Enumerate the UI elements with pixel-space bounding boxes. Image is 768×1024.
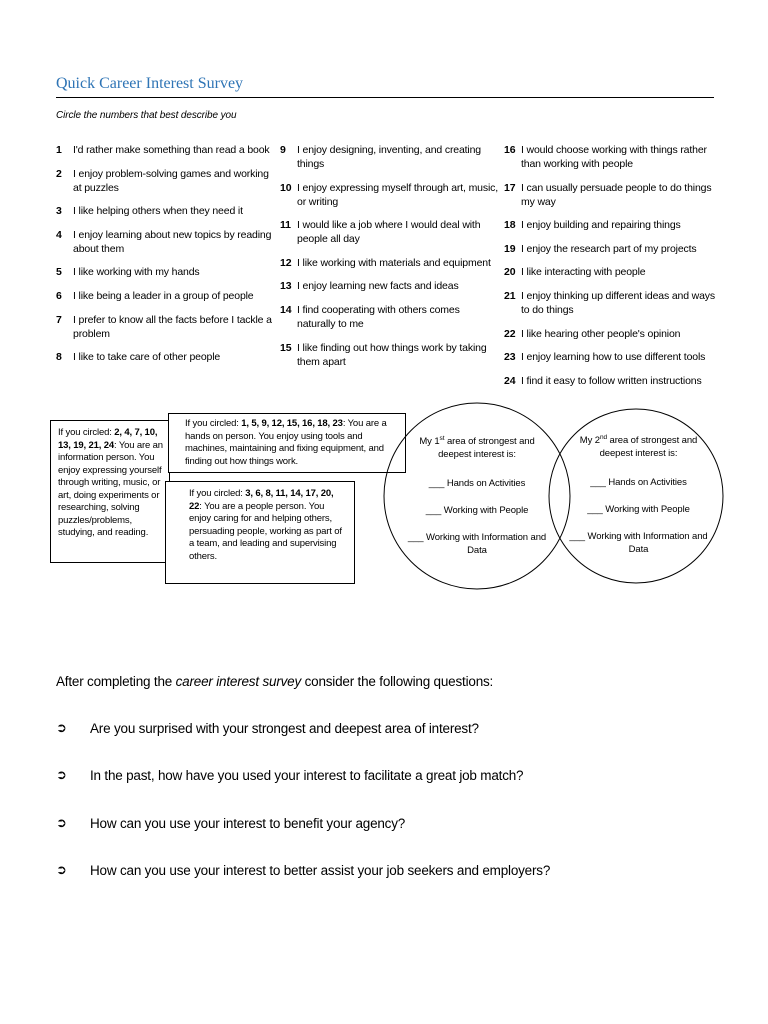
interest-venn-diagram xyxy=(380,398,725,598)
page-title: Quick Career Interest Survey xyxy=(56,75,244,92)
item-text: I like interacting with people xyxy=(521,266,646,279)
arrow-bullet-icon: ➲ xyxy=(56,816,67,831)
survey-item[interactable] xyxy=(56,143,276,157)
box-description: : You are a people person. You enjoy caring for and helping others, persuading people, working as part of a team, and leading and supervising others. xyxy=(189,500,342,562)
item-text: I find it easy to follow written instructions xyxy=(521,374,702,387)
item-text: I like to take care of other people xyxy=(73,351,221,364)
survey-item[interactable] xyxy=(280,341,500,369)
item-text: I enjoy learning about new topics by reading about them xyxy=(73,228,272,255)
item-text: I enjoy designing, inventing, and creating things xyxy=(297,144,481,170)
second-option-information[interactable]: ___ Working with Information and Data xyxy=(569,531,708,555)
survey-item[interactable] xyxy=(504,143,719,171)
item-number: 19 xyxy=(504,242,516,255)
survey-item[interactable] xyxy=(504,289,719,317)
survey-item[interactable] xyxy=(280,303,500,331)
question-text: Are you surprised with your strongest and deepest area of interest? xyxy=(90,721,479,736)
item-number: 20 xyxy=(504,266,516,279)
question-text: How can you use your interest to benefit your agency? xyxy=(90,816,406,831)
survey-item[interactable] xyxy=(504,350,719,364)
item-text: I like being a leader in a group of people xyxy=(73,289,254,302)
item-number: 10 xyxy=(280,181,292,194)
item-number: 11 xyxy=(280,219,291,232)
item-number: 13 xyxy=(280,280,292,293)
item-number: 9 xyxy=(280,144,286,156)
item-text: I enjoy learning new facts and ideas xyxy=(297,280,459,293)
survey-item[interactable] xyxy=(504,265,719,279)
item-number: 6 xyxy=(56,289,62,302)
item-number: 8 xyxy=(56,351,62,364)
box-prefix: If you circled: xyxy=(189,488,246,499)
item-number: 14 xyxy=(280,303,292,316)
instructions: Circle the numbers that best describe you xyxy=(56,110,237,121)
title-rule xyxy=(56,97,714,98)
item-text: I like finding out how things work by taking them apart xyxy=(297,341,487,368)
hands-on-person-box xyxy=(168,413,406,473)
box-description: : You are a hands on person. You enjoy using tools and machines, maintaining and fixing equipment, and finding out how things work. xyxy=(185,418,387,467)
arrow-bullet-icon: ➲ xyxy=(56,721,67,736)
survey-item[interactable] xyxy=(56,167,276,195)
item-text: I like hearing other people's opinion xyxy=(521,327,681,340)
survey-column-1 xyxy=(56,143,276,374)
item-text: I prefer to know all the facts before I tackle a problem xyxy=(73,313,272,340)
survey-item[interactable] xyxy=(56,289,276,303)
item-number: 21 xyxy=(504,289,516,302)
box-numbers: 1, 5, 9, 12, 15, 16, 18, 23 xyxy=(241,418,343,429)
item-text: I enjoy the research part of my projects xyxy=(521,242,697,255)
first-interest-circle xyxy=(384,403,570,589)
survey-item[interactable] xyxy=(280,256,500,270)
survey-item[interactable] xyxy=(56,204,276,218)
item-text: I'd rather make something than read a book xyxy=(73,144,270,156)
survey-column-3 xyxy=(504,143,719,397)
arrow-bullet-icon: ➲ xyxy=(56,768,67,783)
survey-item[interactable] xyxy=(56,228,276,256)
item-text: I like working with my hands xyxy=(73,266,200,279)
item-number: 17 xyxy=(504,181,516,194)
item-text: I like helping others when they need it xyxy=(73,205,243,218)
item-text: I enjoy learning how to use different tools xyxy=(521,351,706,364)
item-text: I enjoy problem-solving games and working at puzzles xyxy=(73,167,269,194)
survey-item[interactable] xyxy=(504,374,719,388)
item-text: I like working with materials and equipment xyxy=(297,256,491,269)
item-text: I can usually persuade people to do things my way xyxy=(521,181,712,208)
box-description: : You are an information person. You enjoy expressing yourself through writing, music, or art, doing experiments or researching, solving puzzles/problems, studying, and reading. xyxy=(58,439,163,538)
survey-item[interactable] xyxy=(504,327,719,341)
survey-item[interactable] xyxy=(504,218,719,232)
question-text: How can you use your interest to better assist your job seekers and employers? xyxy=(90,863,551,878)
first-option-information[interactable]: ___ Working with Information and Data xyxy=(407,532,547,556)
item-number: 22 xyxy=(504,327,516,340)
item-number: 2 xyxy=(56,167,62,180)
item-number: 18 xyxy=(504,219,516,232)
item-number: 24 xyxy=(504,374,516,387)
item-number: 1 xyxy=(56,144,62,156)
item-number: 4 xyxy=(56,228,62,241)
item-text: I find cooperating with others comes naturally to me xyxy=(297,303,460,330)
survey-item[interactable] xyxy=(280,218,500,246)
box-numbers: 2, 4, 7, 10, 13, 19, 21, 24 xyxy=(58,427,158,451)
survey-item[interactable] xyxy=(504,242,719,256)
item-number: 7 xyxy=(56,313,62,326)
question-text: In the past, how have you used your interest to facilitate a great job match? xyxy=(90,768,524,783)
people-person-box xyxy=(165,481,355,584)
second-option-hands[interactable]: ___ Hands on Activities xyxy=(590,477,687,488)
survey-item[interactable] xyxy=(280,143,500,171)
survey-item[interactable] xyxy=(280,181,500,209)
item-number: 15 xyxy=(280,341,292,354)
box-prefix: If you circled: xyxy=(58,427,115,438)
item-text: I enjoy building and repairing things xyxy=(521,219,681,232)
survey-item[interactable] xyxy=(56,350,276,364)
item-number: 5 xyxy=(56,266,62,279)
item-number: 3 xyxy=(56,205,62,218)
item-text: I would choose working with things rather than working with people xyxy=(521,144,707,170)
item-text: I enjoy expressing myself through art, music, or writing xyxy=(297,181,499,208)
item-text: I would like a job where I would deal with people all day xyxy=(297,219,481,246)
second-interest-heading: My 2nd area of strongest and deepest interest is: xyxy=(579,434,698,459)
first-option-hands[interactable]: ___ Hands on Activities xyxy=(428,478,526,489)
arrow-bullet-icon: ➲ xyxy=(56,863,67,878)
box-numbers: 3, 6, 8, 11, 14, 17, 20, 22 xyxy=(189,488,334,512)
survey-column-2 xyxy=(280,143,500,378)
information-person-box xyxy=(50,420,170,563)
first-interest-heading: My 1st area of strongest and deepest interest is: xyxy=(419,435,535,460)
item-number: 23 xyxy=(504,351,516,364)
survey-item[interactable] xyxy=(56,265,276,279)
second-option-people[interactable]: ___ Working with People xyxy=(587,504,690,515)
survey-item[interactable] xyxy=(56,313,276,341)
item-number: 12 xyxy=(280,256,292,269)
item-text: I enjoy thinking up different ideas and ways to do things xyxy=(521,289,716,316)
survey-item[interactable] xyxy=(504,181,719,209)
after-survey-intro: After completing the career interest survey consider the following questions: xyxy=(56,674,494,689)
box-prefix: If you circled: xyxy=(185,418,242,429)
survey-item[interactable] xyxy=(280,279,500,293)
item-number: 16 xyxy=(504,144,516,156)
first-option-people[interactable]: ___ Working with People xyxy=(425,505,529,516)
